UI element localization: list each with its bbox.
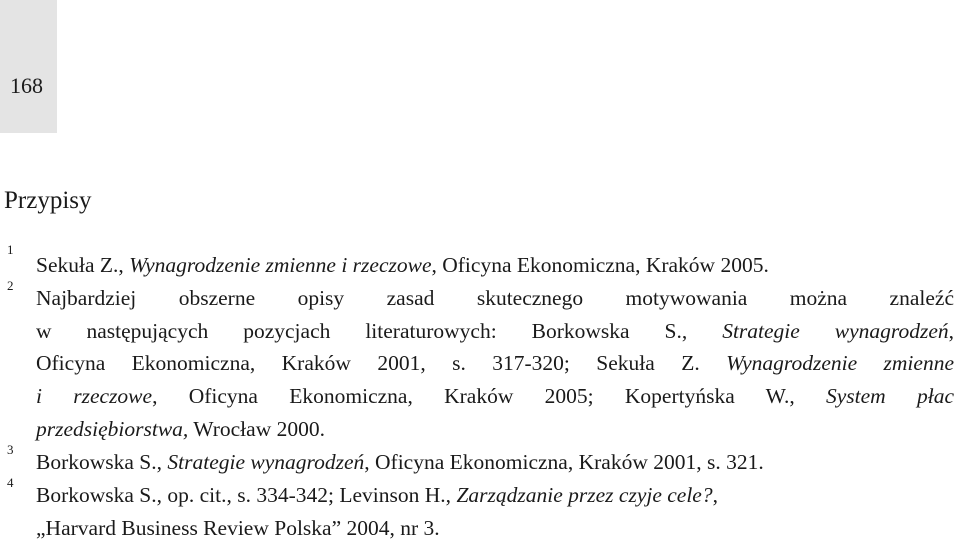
title-italic: Zarządzanie przez czyje cele? bbox=[456, 483, 713, 507]
title-italic: i rzeczowe bbox=[36, 384, 153, 408]
text-run: , Oficyna Ekonomiczna, Kraków 2001, s. 321. bbox=[364, 450, 764, 474]
footnote-4-line-1 bbox=[36, 482, 954, 509]
text-run: Najbardziej obszerne opisy zasad skutecznego motywowania można znaleźć bbox=[36, 286, 954, 310]
text-run: , bbox=[948, 319, 955, 343]
footnote-number-4: 4 bbox=[7, 475, 14, 490]
text-run: Wrocław 2000. bbox=[188, 417, 325, 441]
title-italic: Wynagrodzenie zmienne i rzeczowe bbox=[129, 253, 432, 277]
footnote-2-line-1 bbox=[36, 285, 954, 312]
footnote-number-1: 1 bbox=[7, 242, 14, 257]
footnote-2-line-3 bbox=[36, 350, 954, 377]
text-run: Oficyna Ekonomiczna, Kraków 2001, s. 317-320; Sekuła Z. bbox=[36, 351, 727, 375]
footnote-4-line-2 bbox=[36, 515, 954, 542]
text-run: , bbox=[712, 483, 718, 507]
title-italic: System płac bbox=[826, 384, 954, 408]
text-run: Sekuła Z., bbox=[36, 253, 130, 277]
text-run: Borkowska S., op. cit., s. 334-342; Levinson H., bbox=[36, 483, 457, 507]
page-number: 168 bbox=[10, 73, 43, 98]
footnote-1-line-1 bbox=[36, 252, 954, 279]
title-italic: Wynagrodzenie zmienne bbox=[726, 351, 954, 375]
section-title: Przypisy bbox=[4, 187, 92, 214]
title-italic: Strategie wynagrodzeń bbox=[167, 450, 365, 474]
text-run: , Oficyna Ekonomiczna, Kraków 2005. bbox=[431, 253, 769, 277]
footnote-2-line-2 bbox=[36, 318, 954, 345]
text-run: w następujących pozycjach literaturowych: Borkowska S., bbox=[36, 319, 723, 343]
footnote-2-line-4 bbox=[36, 383, 954, 410]
page-number-box bbox=[0, 0, 57, 133]
text-run: , Oficyna Ekonomiczna, Kraków 2005; Kopertyńska W., bbox=[152, 384, 826, 408]
title-italic: Strategie wynagrodzeń bbox=[722, 319, 949, 343]
footnote-number-3: 3 bbox=[7, 442, 14, 457]
title-italic: przedsiębiorstwa, bbox=[36, 417, 189, 441]
footnote-number-2: 2 bbox=[7, 278, 14, 293]
text-run: Borkowska S., bbox=[36, 450, 168, 474]
text-run: „Harvard Business Review Polska” 2004, nr 3. bbox=[36, 516, 440, 540]
footnote-3-line-1 bbox=[36, 449, 954, 476]
footnote-2-line-5 bbox=[36, 416, 954, 443]
